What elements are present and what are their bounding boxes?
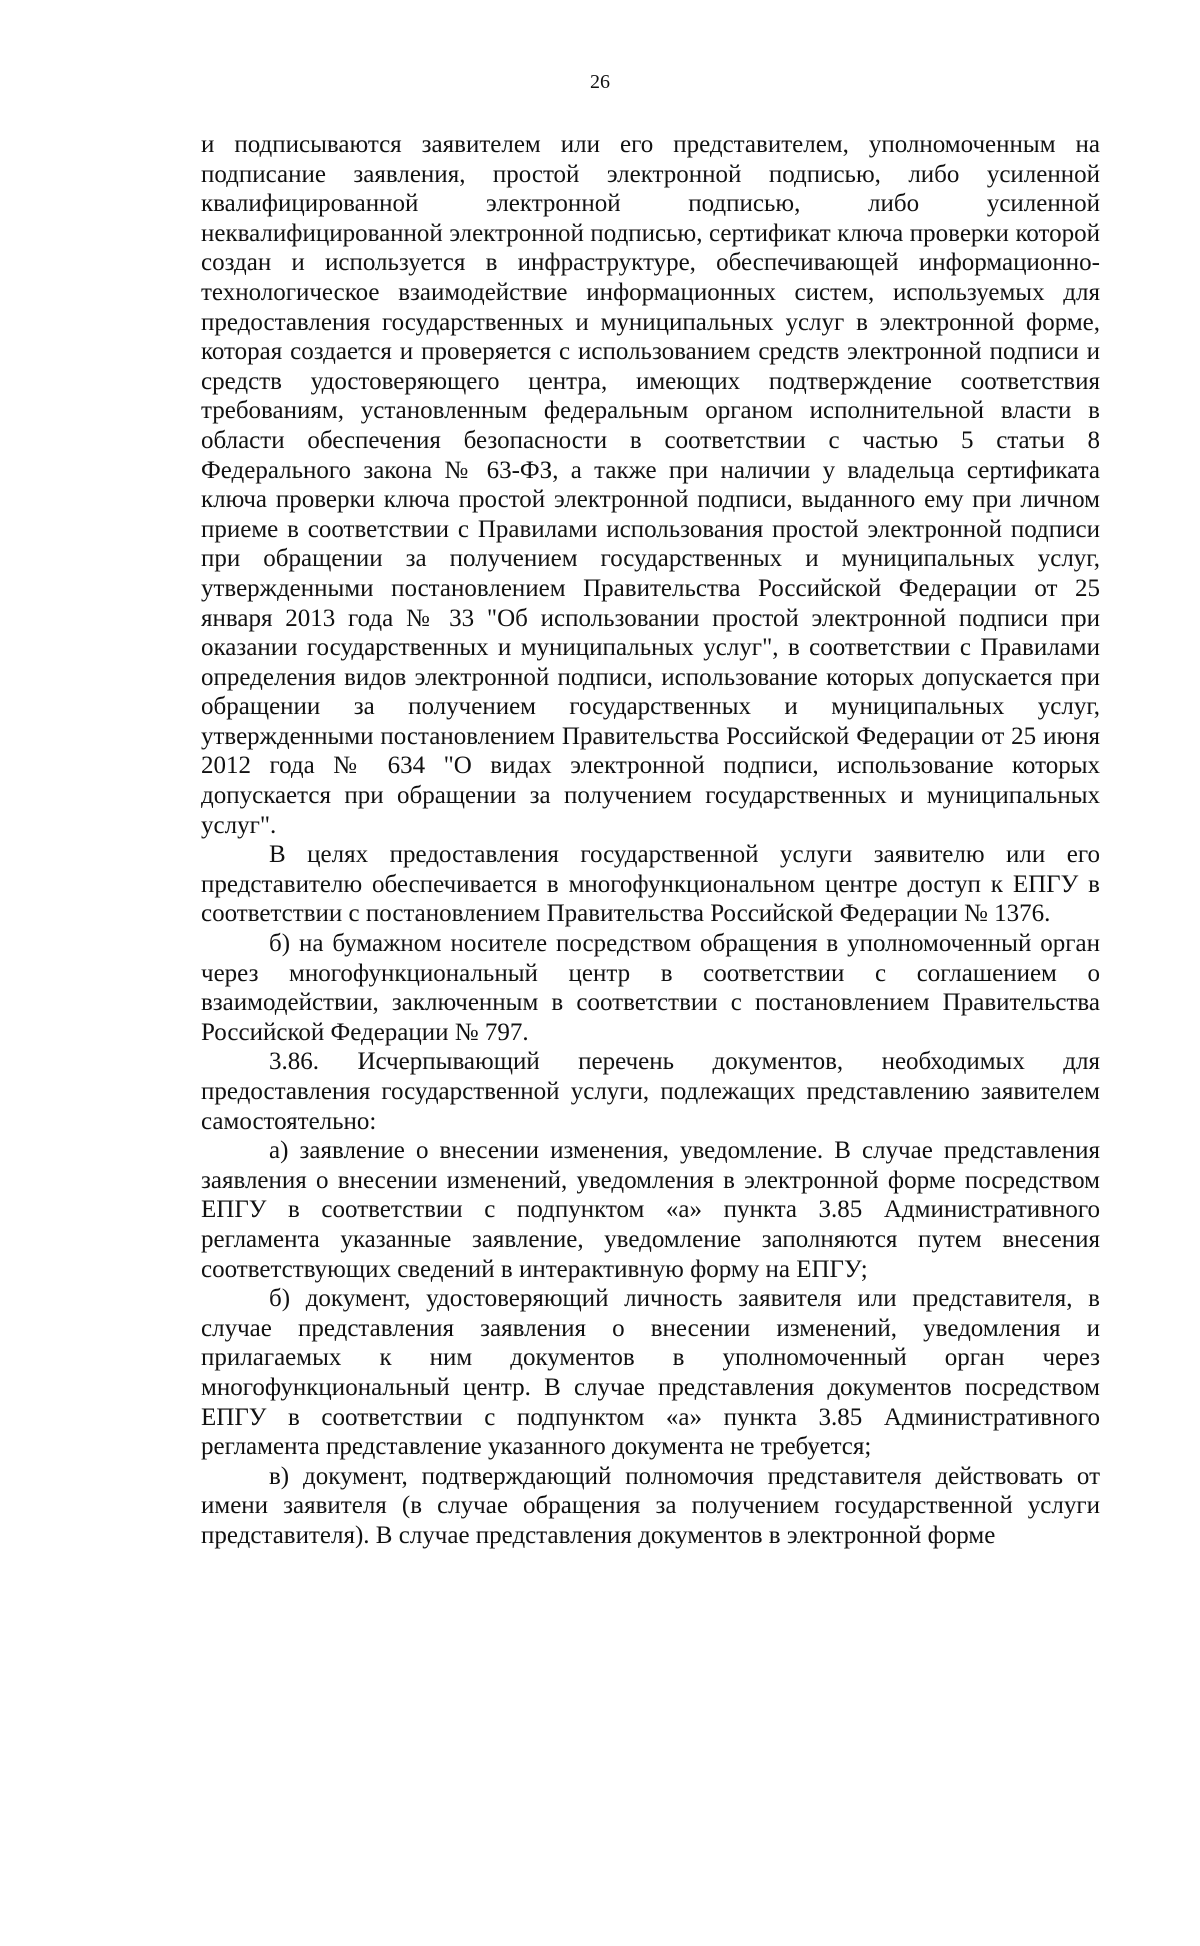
paragraph-continuation: и подписываются заявителем или его представителем, уполномоченным на подписание заявления, простой электронной подписью, либо усиленной квалифицированной электронной подписью, либо усиленной неквалифицированной электронной подписью, сертификат ключа проверки которой создан и используется в инфраструктуре, обеспечивающей информационно-технологическое взаимодействие информационных систем, используемых для предоставления государственных и муниципальных услуг в электронной форме, которая создается и проверяется с использованием средств электронной подписи и средств удостоверяющего центра, имеющих подтверждение соответствия требованиям, установленным федеральным органом исполнительной власти в области обеспечения безопасности в соответствии с частью 5 статьи 8 Федерального закона № 63-ФЗ, а также при наличии у владельца сертификата ключа проверки ключа простой электронной подписи, выданного ему при личном приеме в соответствии с Правилами использования простой электронной подписи при обращении за получением государственных и муниципальных услуг, утвержденными постановлением Правительства Российской Федерации от 25 января 2013 года № 33 "Об использовании простой электронной подписи при оказании государственных и муниципальных услуг", в соответствии с Правилами определения видов электронной подписи, использование которых допускается при обращении за получением государственных и муниципальных услуг, утвержденными постановлением Правительства Российской Федерации от 25 июня 2012 года № 634 "О видах электронной подписи, использование которых допускается при обращении за получением государственных и муниципальных услуг". bbox=[201, 131, 1100, 839]
paragraph-item-v: в) документ, подтверждающий полномочия представителя действовать от имени заявителя (в случае обращения за получением государственной услуги представителя). В случае представления документов в электронной форме bbox=[201, 1462, 1100, 1549]
paragraph-item-b: б) документ, удостоверяющий личность заявителя или представителя, в случае представления заявления о внесении изменений, уведомления и прилагаемых к ним документов в уполномоченный орган через многофункциональный центр. В случае представления документов посредством ЕПГУ в соответствии с подпунктом «а» пункта 3.85 Административного регламента представление указанного документа не требуется; bbox=[201, 1285, 1100, 1461]
paragraph-paper-submission: б) на бумажном носителе посредством обращения в уполномоченный орган через многофункциональный центр в соответствии с соглашением о взаимодействии, заключенным в соответствии с постановлением Правительства Российской Федерации № 797. bbox=[201, 930, 1100, 1046]
paragraph-3-86: 3.86. Исчерпывающий перечень документов, необходимых для предоставления государственной услуги, подлежащих представлению заявителем самостоятельно: bbox=[201, 1048, 1100, 1135]
page-number: 26 bbox=[590, 71, 610, 93]
paragraph-item-a: а) заявление о внесении изменения, уведомление. В случае представления заявления о внесении изменений, уведомления в электронной форме посредством ЕПГУ в соответствии с подпунктом «а» пункта 3.85 Административного регламента указанные заявление, уведомление заполняются путем внесения соответствующих сведений в интерактивную форму на ЕПГУ; bbox=[201, 1137, 1100, 1283]
document-body bbox=[201, 130, 1100, 1551]
paragraph-epgu-access: В целях предоставления государственной услуги заявителю или его представителю обеспечивается в многофункциональном центре доступ к ЕПГУ в соответствии с постановлением Правительства Российской Федерации № 1376. bbox=[201, 841, 1100, 928]
